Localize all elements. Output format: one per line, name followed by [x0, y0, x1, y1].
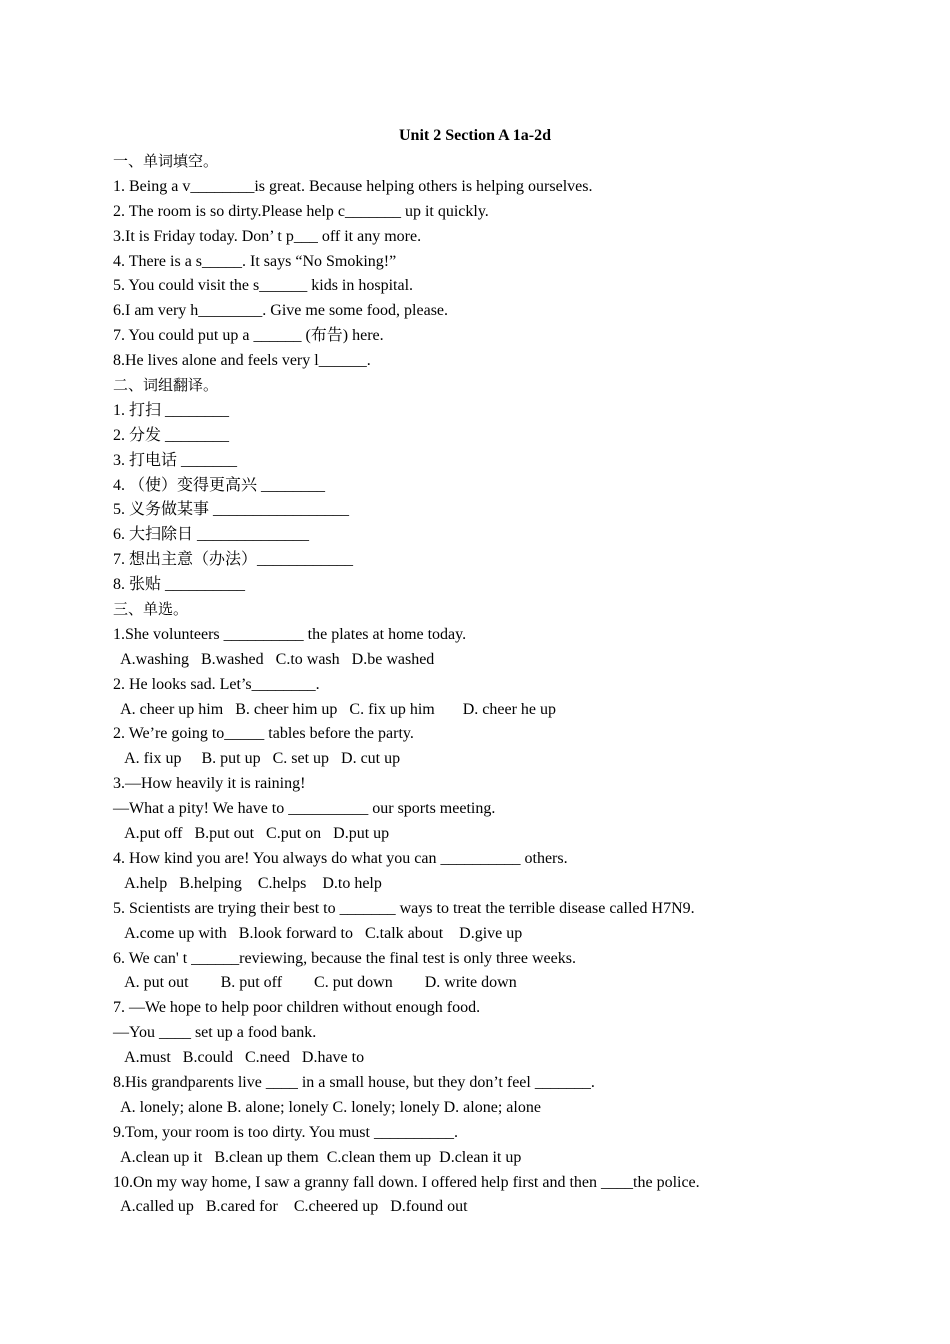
- exercise-line: A.clean up it B.clean up them C.clean them up D.clean it up: [113, 1148, 522, 1166]
- exercise-line: 1.She volunteers __________ the plates at home today.: [113, 625, 467, 643]
- exercise-line: 3.It is Friday today. Don’ t p___ off it any more.: [113, 227, 422, 245]
- exercise-line: A. cheer up him B. cheer him up C. fix up him D. cheer he up: [113, 700, 557, 718]
- document-title: Unit 2 Section A 1a-2d: [398, 127, 551, 144]
- exercise-line: A.help B.helping C.helps D.to help: [113, 874, 382, 892]
- exercise-line: 7. You could put up a ______ (布告) here.: [113, 327, 384, 345]
- section-heading: 三、单选。: [113, 602, 189, 619]
- exercise-line: 8.His grandparents live ____ in a small house, but they don’t feel _______.: [113, 1073, 595, 1091]
- section-heading: 一、单词填空。: [113, 154, 219, 170]
- exercise-line: 5. You could visit the s______ kids in hospital.: [113, 277, 414, 295]
- exercise-line: 6. 大扫除日 ______________: [113, 526, 310, 544]
- exercise-line: 3. 打电话 _______: [113, 451, 238, 469]
- exercise-line: 7. —We hope to help poor children without enough food.: [113, 999, 481, 1017]
- exercise-line: A. put out B. put off C. put down D. write down: [113, 974, 517, 992]
- exercise-line: 4. There is a s_____. It says “No Smoking!”: [113, 252, 397, 270]
- exercise-line: A.come up with B.look forward to C.talk about D.give up: [113, 924, 523, 942]
- exercise-line: A. fix up B. put up C. set up D. cut up: [113, 750, 401, 768]
- exercise-line: 6.I am very h________. Give me some food, please.: [113, 302, 449, 320]
- exercise-line: 4. （使）变得更高兴 ________: [113, 476, 326, 494]
- exercise-line: A. lonely; alone B. alone; lonely C. lonely; lonely D. alone; alone: [113, 1098, 541, 1116]
- exercise-line: 1. Being a v________is great. Because helping others is helping ourselves.: [113, 177, 593, 195]
- exercise-line: 6. We can' t ______reviewing, because the final test is only three weeks.: [113, 949, 576, 967]
- exercise-line: A.put off B.put out C.put on D.put up: [113, 825, 390, 843]
- exercise-line: 2. The room is so dirty.Please help c_______ up it quickly.: [113, 202, 489, 220]
- exercise-line: 8. 张贴 __________: [113, 576, 246, 594]
- exercise-line: 5. Scientists are trying their best to _______ ways to treat the terrible disease called H7N9.: [113, 899, 695, 917]
- exercise-line: 8.He lives alone and feels very l______.: [113, 352, 371, 370]
- exercise-line: —What a pity! We have to __________ our sports meeting.: [113, 800, 496, 818]
- exercise-body: [113, 150, 833, 1220]
- exercise-line: 10.On my way home, I saw a granny fall down. I offered help first and then ____the police.: [113, 1173, 700, 1191]
- exercise-line: 3.—How heavily it is raining!: [113, 775, 306, 793]
- exercise-line: 5. 义务做某事 _________________: [113, 501, 350, 519]
- exercise-line: —You ____ set up a food bank.: [113, 1024, 317, 1042]
- exercise-line: A.must B.could C.need D.have to: [113, 1049, 365, 1067]
- exercise-line: A.called up B.cared for C.cheered up D.found out: [113, 1198, 468, 1216]
- exercise-line: 7. 想出主意（办法）____________: [113, 551, 354, 569]
- exercise-line: 1. 打扫 ________: [113, 401, 230, 419]
- exercise-line: 2. 分发 ________: [113, 426, 230, 444]
- exercise-line: A.washing B.washed C.to wash D.be washed: [113, 650, 435, 668]
- exercise-line: 4. How kind you are! You always do what you can __________ others.: [113, 849, 568, 867]
- exercise-line: 2. He looks sad. Let’s________.: [113, 675, 320, 693]
- exercise-line: 2. We’re going to_____ tables before the party.: [113, 725, 414, 743]
- exercise-line: 9.Tom, your room is too dirty. You must __________.: [113, 1123, 458, 1141]
- section-heading: 二、词组翻译。: [113, 378, 219, 395]
